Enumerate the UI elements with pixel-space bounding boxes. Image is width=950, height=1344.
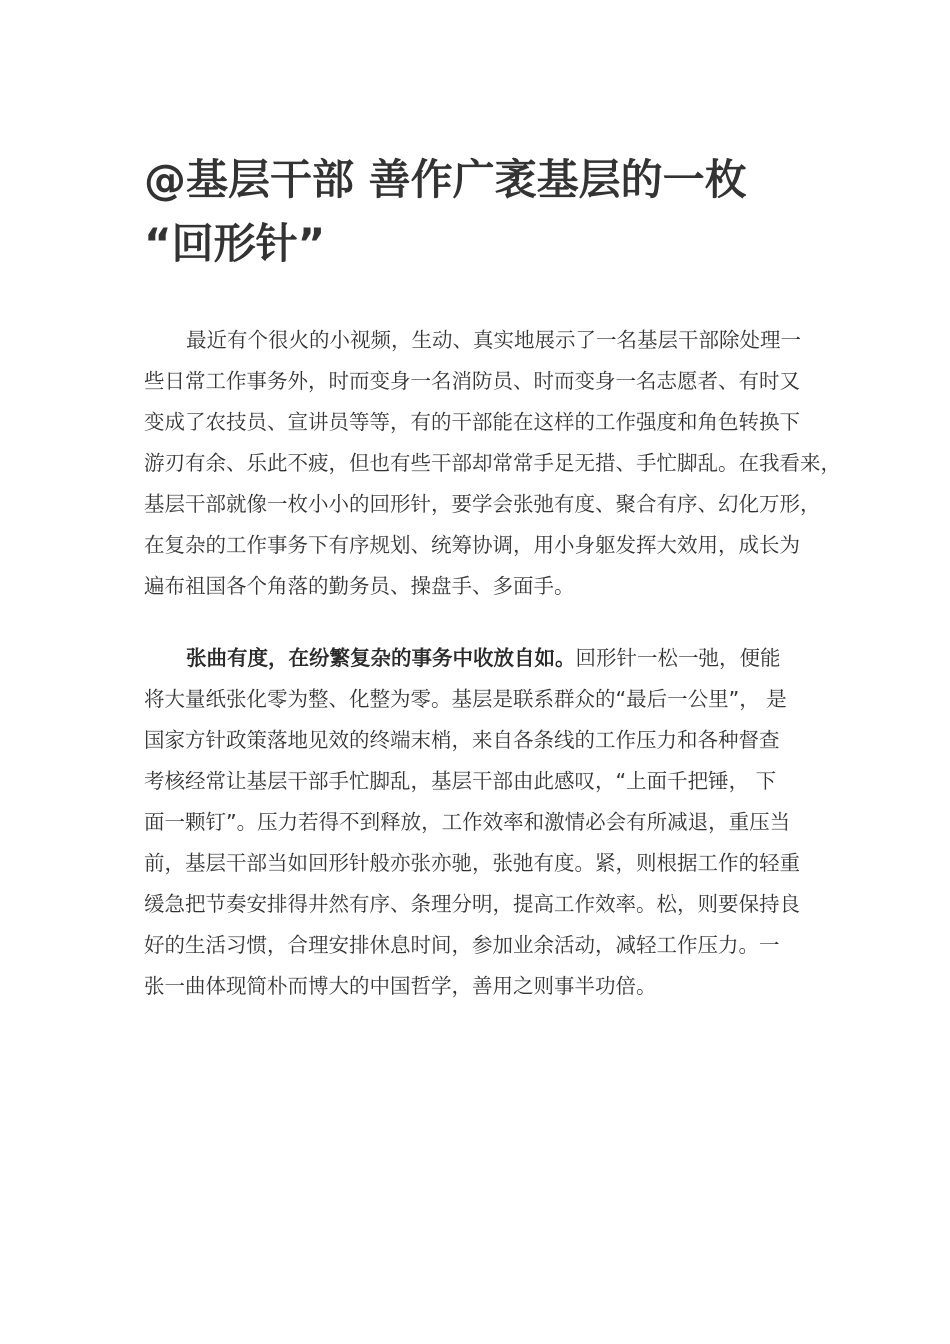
paragraph-line: 基层干部就像一枚小小的回形针，要学会张弛有度、聚合有序、幻化万形， bbox=[144, 492, 821, 516]
paragraph-line: 张一曲体现简朴而博大的中国哲学，善用之则事半功倍。 bbox=[144, 974, 657, 998]
paragraph-line: 游刃有余、乐此不疲，但也有些干部却常常手足无措、手忙脚乱。在我看来， bbox=[144, 451, 841, 475]
article-title bbox=[144, 148, 824, 276]
paragraph-line: 考核经常让基层干部手忙脚乱，基层干部由此感叹，“上面千把锤， 下 bbox=[144, 769, 777, 793]
paragraph-section-1 bbox=[144, 638, 834, 1007]
paragraph-intro bbox=[144, 320, 841, 607]
paragraph-line: 遍布祖国各个角落的勤务员、操盘手、多面手。 bbox=[144, 574, 575, 598]
title-line-1: @基层干部 善作广袤基层的一枚 bbox=[144, 155, 747, 204]
paragraph-line: 变成了农技员、宣讲员等等，有的干部能在这样的工作强度和角色转换下 bbox=[144, 410, 800, 434]
paragraph-line: 缓急把节奏安排得井然有序、条理分明，提高工作效率。松，则要保持良 bbox=[144, 892, 800, 916]
paragraph-line-rest: 回形针一松一弛，便能 bbox=[575, 646, 781, 670]
paragraph-first-line bbox=[144, 638, 834, 679]
title-line-2: “回形针” bbox=[144, 219, 326, 268]
paragraph-line: 最近有个很火的小视频，生动、真实地展示了一名基层干部除处理一 bbox=[186, 328, 801, 352]
section-heading: 张曲有度，在纷繁复杂的事务中收放自如。 bbox=[186, 646, 576, 670]
paragraph-line: 在复杂的工作事务下有序规划、统筹协调，用小身躯发挥大效用，成长为 bbox=[144, 533, 800, 557]
paragraph-line: 些日常工作事务外，时而变身一名消防员、时而变身一名志愿者、有时又 bbox=[144, 369, 800, 393]
paragraph-line: 国家方针政策落地见效的终端末梢，来自各条线的工作压力和各种督查 bbox=[144, 728, 780, 752]
paragraph-line: 面一颗钉”。压力若得不到释放，工作效率和激情必会有所减退，重压当 bbox=[144, 810, 791, 834]
paragraph-line: 将大量纸张化零为整、化整为零。基层是联系群众的“最后一公里”， 是 bbox=[144, 687, 787, 711]
paragraph-line: 前，基层干部当如回形针般亦张亦驰，张弛有度。紧，则根据工作的轻重 bbox=[144, 851, 800, 875]
paragraph-line: 好的生活习惯，合理安排休息时间，参加业余活动，减轻工作压力。一 bbox=[144, 933, 780, 957]
